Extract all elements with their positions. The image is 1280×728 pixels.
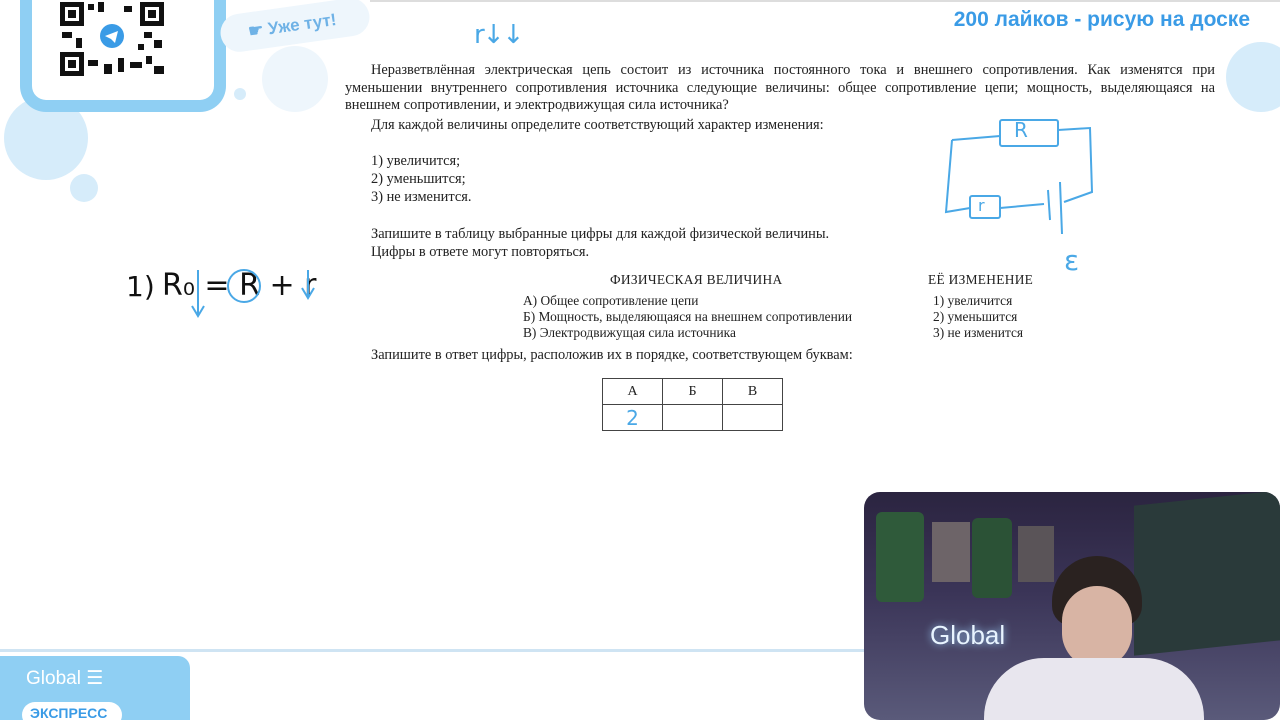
table-note: Цифры в ответе могут повторяться.	[371, 244, 590, 260]
column-header-change: ЕЁ ИЗМЕНЕНИЕ	[928, 272, 1034, 287]
plant-wall	[876, 512, 924, 602]
option-unchanged: 3) не изменится.	[371, 189, 472, 205]
answer-header-a: А	[603, 379, 663, 405]
decor-blob	[262, 46, 328, 112]
answer-instruction: Запишите в ответ цифры, расположив их в порядке, соответствующем буквам:	[371, 347, 853, 363]
column-header-quantity: ФИЗИЧЕСКАЯ ВЕЛИЧИНА	[610, 272, 783, 287]
option-decrease: 2) уменьшится;	[371, 171, 466, 187]
problem-statement: Неразветвлённая электрическая цепь состоит из источника постоянного тока и внешнего сопротивления. Как изменятся при уменьшении внутреннего сопротивления источника следующие величины: общее сопротивление цепи; мощность, выделяющаяся на внешнем сопротивлении, и электродвижущая сила источника?	[345, 62, 1215, 113]
promo-banner: 200 лайков - рисую на доске	[953, 8, 1250, 31]
answer-table	[602, 378, 783, 431]
change-2: 2) уменьшится	[933, 309, 1018, 324]
circuit-label-R: R	[1014, 118, 1028, 142]
webcam-video	[864, 492, 1280, 720]
formula-annotations	[180, 262, 380, 322]
plant-wall	[972, 518, 1012, 598]
quantity-c: В) Электродвижущая сила источника	[523, 325, 736, 340]
wall-frame	[1018, 526, 1054, 582]
footer-divider	[0, 649, 870, 652]
wall-frame	[932, 522, 970, 582]
decor-blob	[234, 88, 246, 100]
change-3: 3) не изменится	[933, 325, 1024, 340]
status-badge-label: ☛ Уже тут!	[247, 9, 338, 42]
decor-blob	[1226, 42, 1280, 112]
pointing-hand-icon: ☛	[247, 20, 265, 42]
neon-sign: Global	[930, 620, 1006, 650]
formula-number: 1)	[126, 270, 155, 303]
change-1: 1) увеличится	[933, 293, 1013, 308]
answer-header-b: Б	[663, 379, 723, 405]
page-top-border	[370, 0, 1280, 2]
circuit-label-emf: ε	[1064, 244, 1080, 277]
circuit-label-r: r	[978, 196, 985, 215]
option-increase: 1) увеличится;	[371, 153, 461, 169]
decor-blob	[70, 174, 98, 202]
handwritten-note: r↓↓	[474, 20, 523, 50]
footer-logo: Global ☰	[26, 668, 104, 689]
presenter-face	[1062, 586, 1132, 668]
answer-cell-a[interactable]: 2	[603, 405, 663, 431]
table-note: Запишите в таблицу выбранные цифры для каждой физической величины.	[371, 226, 830, 242]
answer-header-c: В	[723, 379, 783, 405]
footer-badge-label: ЭКСПРЕСС	[30, 705, 108, 721]
problem-instruction: Для каждой величины определите соответствующий характер изменения:	[371, 117, 824, 133]
presenter-body	[984, 658, 1204, 720]
handwritten-formula: R₀ = R + r	[162, 268, 317, 303]
quantity-b: Б) Мощность, выделяющаяся на внешнем сопротивлении	[523, 309, 853, 324]
logo-mark-icon: ☰	[86, 668, 104, 689]
quantity-a: А) Общее сопротивление цепи	[523, 293, 699, 308]
chalkboard	[1134, 492, 1280, 656]
qr-code-icon[interactable]	[58, 0, 166, 78]
answer-cell-c[interactable]	[723, 405, 783, 431]
answer-cell-b[interactable]	[663, 405, 723, 431]
